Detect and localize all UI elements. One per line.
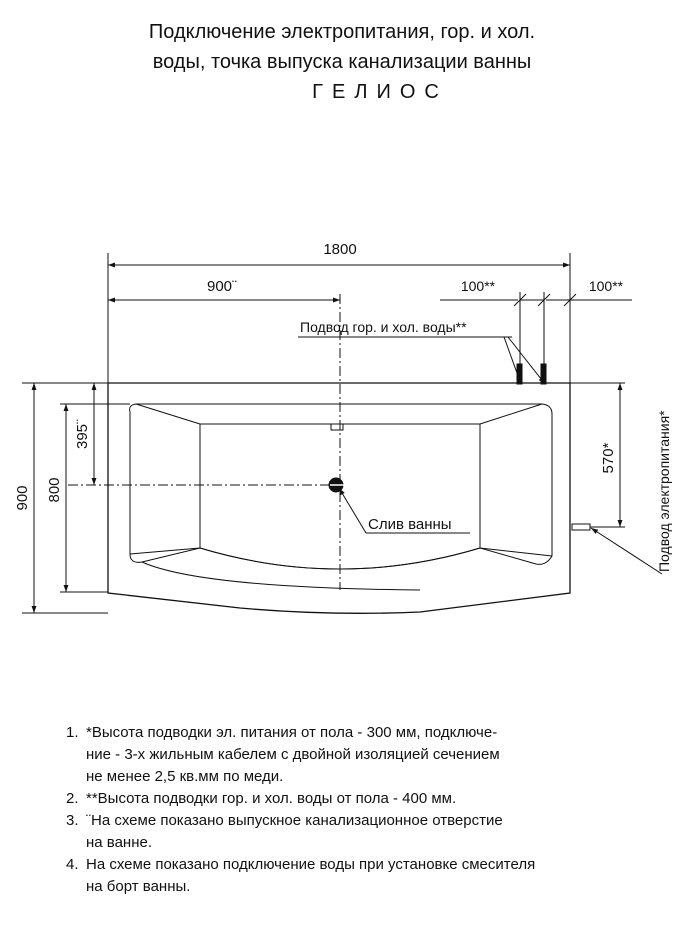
note-2 <box>66 788 666 810</box>
title-line-1: Подключение электропитания, гор. и хол. <box>148 21 536 43</box>
note-number: 2. <box>66 790 79 807</box>
label-100-hot: 100** <box>460 278 496 294</box>
water-inlet-hot <box>517 364 522 384</box>
note-number: 4. <box>66 856 79 873</box>
label-drain: Слив ванны <box>368 516 452 533</box>
label-water-supply: Подвод гор. и хол. воды** <box>300 319 467 335</box>
title-line-2: воды, точка выпуска канализации ванны <box>152 51 532 73</box>
label-395: 395¨ <box>74 418 91 450</box>
label-100-cold: 100** <box>588 278 624 294</box>
label-570: 570* <box>600 442 617 474</box>
note-number: 1. <box>66 724 79 741</box>
note-number: 3. <box>66 812 79 829</box>
label-800: 800 <box>46 477 63 503</box>
label-900-vertical: 900 <box>14 485 31 511</box>
note-line: ¨На схеме показано выпускное канализационное отверстие <box>86 812 503 829</box>
label-1800: 1800 <box>323 241 357 258</box>
title-model: ГЕЛИОС <box>312 81 448 103</box>
note-line: не менее 2,5 кв.мм по меди. <box>86 768 284 785</box>
note-line: на борт ванны. <box>86 878 191 895</box>
label-power: Подвод электропитания* <box>656 410 672 572</box>
label-900: 900¨ <box>206 278 238 295</box>
note-4 <box>66 854 666 898</box>
power-socket <box>572 524 590 530</box>
notes-list <box>66 722 666 898</box>
note-3 <box>66 810 666 854</box>
note-1 <box>66 722 666 788</box>
note-line: **Высота подводки гор. и хол. воды от пола - 400 мм. <box>86 790 457 807</box>
note-line: на ванне. <box>86 834 153 851</box>
water-inlet-cold <box>541 364 546 384</box>
note-line: *Высота подводки эл. питания от пола - 300 мм, подключе- <box>86 724 498 741</box>
note-line: ние - 3-х жильным кабелем с двойной изоляцией сечением <box>86 746 500 763</box>
note-line: На схеме показано подключение воды при установке смесителя <box>86 856 536 873</box>
overflow-marker <box>331 424 343 430</box>
